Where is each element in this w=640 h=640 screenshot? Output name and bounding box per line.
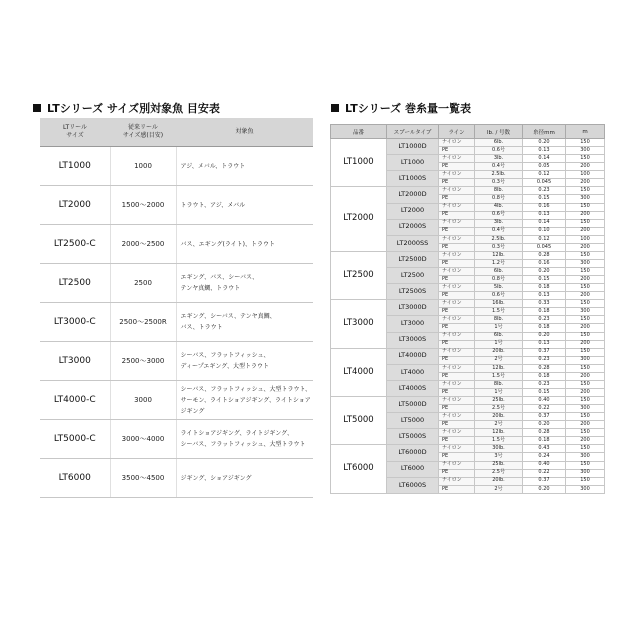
diameter-cell: 0.23 — [523, 380, 566, 388]
header-line: ライン — [439, 125, 475, 139]
spool-type-cell: LT6000 — [387, 461, 439, 477]
line-type-cell: ナイロン — [439, 397, 475, 405]
meters-cell: 200 — [566, 324, 605, 332]
lb-cell: 0.4号 — [475, 163, 523, 171]
meters-cell: 300 — [566, 147, 605, 155]
meters-cell: 100 — [566, 171, 605, 179]
diameter-cell: 0.12 — [523, 171, 566, 179]
meters-cell: 150 — [566, 445, 605, 453]
table-row — [40, 342, 313, 381]
meters-cell: 150 — [566, 380, 605, 388]
meters-cell: 200 — [566, 292, 605, 300]
line-type-cell: PE — [439, 437, 475, 445]
line-type-cell: PE — [439, 211, 475, 219]
diameter-cell: 0.16 — [523, 259, 566, 267]
target-fish: エギング、シーバス、テンヤ真鯛、 バス、トラウト — [176, 303, 313, 342]
meters-cell: 200 — [566, 421, 605, 429]
line-type-cell: ナイロン — [439, 461, 475, 469]
lb-cell: 8lb. — [475, 316, 523, 324]
meters-cell: 300 — [566, 469, 605, 477]
diameter-cell: 0.15 — [523, 276, 566, 284]
spool-type-cell: LT4000D — [387, 348, 439, 364]
meters-cell: 150 — [566, 139, 605, 147]
diameter-cell: 0.20 — [523, 485, 566, 493]
legacy-size: 2000〜2500 — [110, 225, 176, 264]
spool-type-cell: LT2500S — [387, 284, 439, 300]
model-cell: LT1000 — [331, 139, 387, 187]
spool-type-cell: LT4000 — [387, 364, 439, 380]
model-cell: LT4000 — [331, 348, 387, 396]
reel-model: LT4000-C — [40, 381, 110, 420]
lb-cell: 8lb. — [475, 380, 523, 388]
diameter-cell: 0.15 — [523, 195, 566, 203]
spool-type-cell: LT2000 — [387, 203, 439, 219]
line-type-cell: ナイロン — [439, 477, 475, 485]
reel-model: LT3000-C — [40, 303, 110, 342]
lb-cell: 2.5lb. — [475, 235, 523, 243]
right-section-title — [331, 100, 471, 116]
reel-model: LT2500 — [40, 264, 110, 303]
diameter-cell: 0.20 — [523, 139, 566, 147]
diameter-cell: 0.18 — [523, 372, 566, 380]
meters-cell: 300 — [566, 259, 605, 267]
lb-cell: 2.5号 — [475, 405, 523, 413]
lb-cell: 25lb. — [475, 461, 523, 469]
reel-model: LT3000 — [40, 342, 110, 381]
header-diameter: 糸径mm — [523, 125, 566, 139]
lb-cell: 20lb. — [475, 413, 523, 421]
line-type-cell: ナイロン — [439, 429, 475, 437]
target-fish: バス、エギング(ライト)、トラウト — [176, 225, 313, 264]
line-type-cell: ナイロン — [439, 268, 475, 276]
lb-cell: 1.5号 — [475, 308, 523, 316]
header-lb: lb. / 号数 — [475, 125, 523, 139]
table-row — [331, 397, 605, 405]
reel-model: LT6000 — [40, 459, 110, 498]
lb-cell: 3号 — [475, 453, 523, 461]
lb-cell: 20lb. — [475, 477, 523, 485]
diameter-cell: 0.24 — [523, 453, 566, 461]
diameter-cell: 0.20 — [523, 332, 566, 340]
diameter-cell: 0.37 — [523, 413, 566, 421]
line-type-cell: PE — [439, 163, 475, 171]
diameter-cell: 0.22 — [523, 405, 566, 413]
meters-cell: 300 — [566, 405, 605, 413]
lb-cell: 1号 — [475, 324, 523, 332]
lb-cell: 0.3号 — [475, 179, 523, 187]
meters-cell: 150 — [566, 397, 605, 405]
table-row — [331, 139, 605, 147]
diameter-cell: 0.28 — [523, 364, 566, 372]
line-type-cell: PE — [439, 388, 475, 396]
line-type-cell: ナイロン — [439, 187, 475, 195]
meters-cell: 300 — [566, 195, 605, 203]
lb-cell: 30lb. — [475, 445, 523, 453]
line-type-cell: PE — [439, 405, 475, 413]
spool-type-cell: LT2000D — [387, 187, 439, 203]
meters-cell: 150 — [566, 429, 605, 437]
header-model: 品番 — [331, 125, 387, 139]
target-fish: ライトショアジギング、ライトジギング、 シーバス、フラットフィッシュ、大型トラウト — [176, 420, 313, 459]
line-type-cell: ナイロン — [439, 284, 475, 292]
line-type-cell: PE — [439, 356, 475, 364]
lb-cell: 4lb. — [475, 203, 523, 211]
lb-cell: 2.5号 — [475, 469, 523, 477]
target-fish: シーバス、フラットフィッシュ、大型トラウト、 サーモン、ライトショアジギング、ライトショアジギング — [176, 381, 313, 420]
model-cell: LT2000 — [331, 187, 387, 252]
diameter-cell: 0.15 — [523, 388, 566, 396]
line-type-cell: ナイロン — [439, 251, 475, 259]
meters-cell: 200 — [566, 388, 605, 396]
line-type-cell: PE — [439, 259, 475, 267]
lb-cell: 0.8号 — [475, 195, 523, 203]
square-bullet-icon — [33, 104, 41, 112]
header-reel-size: LTリール サイズ — [40, 118, 110, 147]
table-row — [331, 300, 605, 308]
diameter-cell: 0.23 — [523, 356, 566, 364]
line-type-cell: ナイロン — [439, 139, 475, 147]
lb-cell: 2.5lb. — [475, 171, 523, 179]
header-spool-type: スプールタイプ — [387, 125, 439, 139]
lb-cell: 12lb. — [475, 364, 523, 372]
spool-type-cell: LT2500 — [387, 268, 439, 284]
meters-cell: 100 — [566, 235, 605, 243]
diameter-cell: 0.40 — [523, 397, 566, 405]
spool-type-cell: LT5000D — [387, 397, 439, 413]
lb-cell: 12lb. — [475, 429, 523, 437]
diameter-cell: 0.14 — [523, 219, 566, 227]
legacy-size: 2500 — [110, 264, 176, 303]
line-capacity-table — [330, 124, 605, 494]
meters-cell: 200 — [566, 179, 605, 187]
lb-cell: 1号 — [475, 340, 523, 348]
diameter-cell: 0.045 — [523, 243, 566, 251]
line-type-cell: PE — [439, 292, 475, 300]
meters-cell: 150 — [566, 187, 605, 195]
legacy-size: 3500〜4500 — [110, 459, 176, 498]
line-type-cell: ナイロン — [439, 348, 475, 356]
right-header-row — [331, 125, 605, 139]
diameter-cell: 0.37 — [523, 348, 566, 356]
line-type-cell: PE — [439, 421, 475, 429]
spool-type-cell: LT5000S — [387, 429, 439, 445]
line-type-cell: PE — [439, 340, 475, 348]
reel-model: LT2000 — [40, 186, 110, 225]
diameter-cell: 0.20 — [523, 268, 566, 276]
legacy-size: 1000 — [110, 147, 176, 186]
table-row — [40, 420, 313, 459]
model-cell: LT6000 — [331, 445, 387, 494]
diameter-cell: 0.18 — [523, 324, 566, 332]
line-type-cell: ナイロン — [439, 445, 475, 453]
lb-cell: 12lb. — [475, 251, 523, 259]
table-row — [331, 251, 605, 259]
target-fish: トラウト、アジ、メバル — [176, 186, 313, 225]
diameter-cell: 0.18 — [523, 437, 566, 445]
line-type-cell: ナイロン — [439, 155, 475, 163]
left-title-text: LTシリーズ サイズ別対象魚 目安表 — [47, 102, 220, 115]
line-type-cell: ナイロン — [439, 332, 475, 340]
meters-cell: 300 — [566, 308, 605, 316]
diameter-cell: 0.22 — [523, 469, 566, 477]
line-type-cell: ナイロン — [439, 171, 475, 179]
model-cell: LT5000 — [331, 397, 387, 445]
meters-cell: 150 — [566, 364, 605, 372]
line-type-cell: PE — [439, 227, 475, 235]
diameter-cell: 0.045 — [523, 179, 566, 187]
diameter-cell: 0.13 — [523, 340, 566, 348]
lb-cell: 16lb. — [475, 300, 523, 308]
meters-cell: 150 — [566, 332, 605, 340]
lb-cell: 0.6号 — [475, 147, 523, 155]
legacy-size: 2500〜3000 — [110, 342, 176, 381]
diameter-cell: 0.23 — [523, 187, 566, 195]
line-type-cell: ナイロン — [439, 219, 475, 227]
meters-cell: 200 — [566, 276, 605, 284]
target-fish: エギング、バス、シーバス、 テンヤ真鯛、トラウト — [176, 264, 313, 303]
meters-cell: 150 — [566, 203, 605, 211]
diameter-cell: 0.20 — [523, 421, 566, 429]
table-row — [331, 348, 605, 356]
line-type-cell: PE — [439, 453, 475, 461]
reel-model: LT5000-C — [40, 420, 110, 459]
diameter-cell: 0.13 — [523, 211, 566, 219]
table-row — [40, 459, 313, 498]
line-type-cell: ナイロン — [439, 380, 475, 388]
line-type-cell: ナイロン — [439, 235, 475, 243]
line-type-cell: PE — [439, 147, 475, 155]
spool-type-cell: LT2000S — [387, 219, 439, 235]
table-row — [331, 187, 605, 195]
spool-type-cell: LT4000S — [387, 380, 439, 396]
line-type-cell: PE — [439, 324, 475, 332]
line-type-cell: PE — [439, 308, 475, 316]
diameter-cell: 0.23 — [523, 316, 566, 324]
lb-cell: 6lb. — [475, 268, 523, 276]
left-section-title — [33, 100, 220, 116]
meters-cell: 150 — [566, 348, 605, 356]
diameter-cell: 0.12 — [523, 235, 566, 243]
spool-type-cell: LT3000 — [387, 316, 439, 332]
line-type-cell: PE — [439, 243, 475, 251]
meters-cell: 150 — [566, 477, 605, 485]
line-type-cell: PE — [439, 372, 475, 380]
meters-cell: 150 — [566, 316, 605, 324]
table-row — [40, 225, 313, 264]
diameter-cell: 0.13 — [523, 292, 566, 300]
diameter-cell: 0.43 — [523, 445, 566, 453]
lb-cell: 0.6号 — [475, 292, 523, 300]
target-fish-table — [40, 118, 313, 498]
legacy-size: 1500〜2000 — [110, 186, 176, 225]
meters-cell: 150 — [566, 251, 605, 259]
meters-cell: 200 — [566, 243, 605, 251]
diameter-cell: 0.28 — [523, 251, 566, 259]
spool-type-cell: LT6000S — [387, 477, 439, 493]
lb-cell: 3lb. — [475, 155, 523, 163]
spool-type-cell: LT1000S — [387, 171, 439, 187]
line-type-cell: PE — [439, 469, 475, 477]
lb-cell: 2号 — [475, 421, 523, 429]
model-cell: LT3000 — [331, 300, 387, 348]
lb-cell: 8lb. — [475, 187, 523, 195]
meters-cell: 200 — [566, 211, 605, 219]
line-type-cell: PE — [439, 195, 475, 203]
spool-type-cell: LT2500D — [387, 251, 439, 267]
left-header-row — [40, 118, 313, 147]
diameter-cell: 0.05 — [523, 163, 566, 171]
legacy-size: 2500〜2500R — [110, 303, 176, 342]
model-cell: LT2500 — [331, 251, 387, 299]
table-row — [40, 186, 313, 225]
meters-cell: 200 — [566, 372, 605, 380]
header-legacy-size: 従来リール サイズ感(目安) — [110, 118, 176, 147]
header-target-fish: 対象魚 — [176, 118, 313, 147]
line-type-cell: PE — [439, 276, 475, 284]
spool-type-cell: LT3000S — [387, 332, 439, 348]
meters-cell: 300 — [566, 485, 605, 493]
lb-cell: 1.2号 — [475, 259, 523, 267]
spool-type-cell: LT3000D — [387, 300, 439, 316]
line-type-cell: ナイロン — [439, 316, 475, 324]
diameter-cell: 0.40 — [523, 461, 566, 469]
meters-cell: 150 — [566, 461, 605, 469]
meters-cell: 150 — [566, 284, 605, 292]
legacy-size: 3000〜4000 — [110, 420, 176, 459]
reel-model: LT2500-C — [40, 225, 110, 264]
meters-cell: 150 — [566, 413, 605, 421]
lb-cell: 3lb. — [475, 219, 523, 227]
meters-cell: 200 — [566, 437, 605, 445]
meters-cell: 150 — [566, 155, 605, 163]
lb-cell: 2号 — [475, 356, 523, 364]
lb-cell: 1.5号 — [475, 437, 523, 445]
diameter-cell: 0.28 — [523, 429, 566, 437]
table-row — [331, 445, 605, 453]
target-fish: アジ、メバル、トラウト — [176, 147, 313, 186]
line-type-cell: ナイロン — [439, 413, 475, 421]
lb-cell: 1.5号 — [475, 372, 523, 380]
legacy-size: 3000 — [110, 381, 176, 420]
meters-cell: 150 — [566, 268, 605, 276]
lb-cell: 25lb. — [475, 397, 523, 405]
lb-cell: 0.3号 — [475, 243, 523, 251]
target-fish: シーバス、フラットフィッシュ、 ディープエギング、大型トラウト — [176, 342, 313, 381]
lb-cell: 1号 — [475, 388, 523, 396]
meters-cell: 300 — [566, 356, 605, 364]
meters-cell: 150 — [566, 219, 605, 227]
spool-type-cell: LT2000SS — [387, 235, 439, 251]
diameter-cell: 0.33 — [523, 300, 566, 308]
lb-cell: 0.8号 — [475, 276, 523, 284]
diameter-cell: 0.37 — [523, 477, 566, 485]
diameter-cell: 0.13 — [523, 147, 566, 155]
meters-cell: 150 — [566, 300, 605, 308]
diameter-cell: 0.18 — [523, 308, 566, 316]
lb-cell: 0.4号 — [475, 227, 523, 235]
diameter-cell: 0.10 — [523, 227, 566, 235]
table-row — [40, 303, 313, 342]
lb-cell: 2号 — [475, 485, 523, 493]
spool-type-cell: LT1000D — [387, 139, 439, 155]
line-type-cell: PE — [439, 485, 475, 493]
lb-cell: 6lb. — [475, 139, 523, 147]
diameter-cell: 0.18 — [523, 284, 566, 292]
spool-type-cell: LT1000 — [387, 155, 439, 171]
header-meters: m — [566, 125, 605, 139]
meters-cell: 200 — [566, 340, 605, 348]
square-bullet-icon — [331, 104, 339, 112]
diameter-cell: 0.14 — [523, 155, 566, 163]
diameter-cell: 0.16 — [523, 203, 566, 211]
meters-cell: 200 — [566, 163, 605, 171]
table-row — [40, 147, 313, 186]
target-fish: ジギング、ショアジギング — [176, 459, 313, 498]
right-title-text: LTシリーズ 巻糸量一覧表 — [345, 102, 471, 115]
meters-cell: 300 — [566, 453, 605, 461]
line-type-cell: PE — [439, 179, 475, 187]
reel-model: LT1000 — [40, 147, 110, 186]
spool-type-cell: LT6000D — [387, 445, 439, 461]
line-type-cell: ナイロン — [439, 364, 475, 372]
table-row — [40, 381, 313, 420]
table-row — [40, 264, 313, 303]
line-type-cell: ナイロン — [439, 300, 475, 308]
lb-cell: 0.6号 — [475, 211, 523, 219]
lb-cell: 6lb. — [475, 332, 523, 340]
spool-type-cell: LT5000 — [387, 413, 439, 429]
line-type-cell: ナイロン — [439, 203, 475, 211]
lb-cell: 20lb. — [475, 348, 523, 356]
lb-cell: 5lb. — [475, 284, 523, 292]
meters-cell: 200 — [566, 227, 605, 235]
